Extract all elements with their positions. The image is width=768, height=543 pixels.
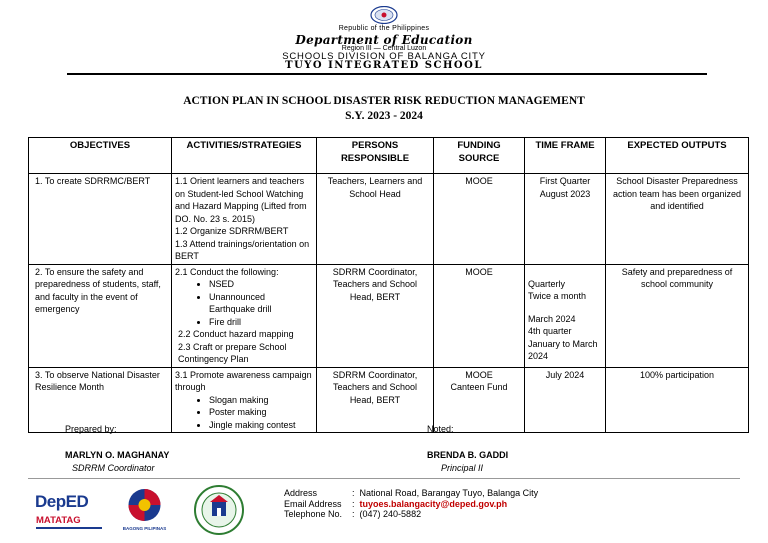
- header-outputs: EXPECTED OUTPUTS: [606, 138, 749, 174]
- table-row: [29, 264, 749, 367]
- address-label: Address: [284, 488, 318, 498]
- funding-item: MOOE: [465, 369, 493, 380]
- funding-cell: [434, 367, 525, 433]
- timeframe-cell: [525, 174, 606, 265]
- activity-item: 1.2 Organize SDRRM/BERT: [175, 226, 289, 236]
- objective-cell: 3. To observe National Disaster Resilience Month: [29, 367, 172, 433]
- noted-title: Principal II: [441, 463, 484, 473]
- funding-cell: MOOE: [434, 264, 525, 367]
- division-label: SCHOOLS DIVISION OF BALANGA CITY: [282, 51, 486, 62]
- activities-cell: [172, 264, 317, 367]
- matatag-logo-text: MATATAG: [36, 515, 81, 526]
- school-name: TUYO INTEGRATED SCHOOL: [285, 60, 483, 71]
- prepared-by-title: SDRRM Coordinator: [72, 463, 155, 473]
- persons-cell: Teachers, Learners and School Head: [317, 174, 434, 265]
- list-item: • Slogan making: [209, 394, 313, 407]
- action-plan-table: [28, 137, 749, 433]
- activities-cell: [172, 367, 317, 433]
- school-year: S.Y. 2023 - 2024: [345, 110, 423, 122]
- activity-item: 2.3 Craft or prepare School Contingency Plan: [178, 341, 287, 364]
- prepared-by-name: MARLYN O. MAGHANAY: [65, 450, 170, 460]
- timeframe-cell: [525, 264, 606, 367]
- objective-cell: 1. To create SDRRMC/BERT: [29, 174, 172, 265]
- persons-cell: SDRRM Coordinator, Teachers and School Head, BERT: [317, 367, 434, 433]
- activity-item: 3.1 Promote awareness campaign through: [175, 369, 312, 392]
- prepared-by-label: Prepared by:: [65, 424, 117, 434]
- timeframe-item: August 2023: [539, 188, 591, 199]
- region-label: Region III — Central Luzon: [341, 45, 427, 52]
- phone-label: Telephone No.: [284, 509, 343, 519]
- timeframe-item: First Quarter: [539, 176, 591, 186]
- timeframe-item: March 2024: [528, 313, 576, 324]
- header-activities: ACTIVITIES/STRATEGIES: [172, 138, 317, 174]
- header-objectives: OBJECTIVES: [29, 138, 172, 174]
- activity-item: 1.1 Orient learners and teachers on Student-led School Watching and Hazard Mapping (Lifted from DO. No. 23 s. 2015): [175, 176, 307, 224]
- noted-label: Noted:: [427, 424, 454, 434]
- email-link[interactable]: tuyoes.balangacity@deped.gov.ph: [359, 498, 508, 509]
- list-item: • NSED: [209, 278, 313, 291]
- deped-seal-icon: [369, 6, 399, 24]
- output-cell: School Disaster Preparedness action team has been organized and identified: [606, 174, 749, 265]
- timeframe-item: Twice a month: [528, 291, 587, 301]
- activity-item: 2.1 Conduct the following:: [175, 266, 279, 277]
- header-funding: FUNDING SOURCE: [434, 138, 525, 174]
- deped-matatag-logo: [35, 488, 105, 533]
- activity-bullet-list: [175, 394, 313, 432]
- activity-item: 2.2 Conduct hazard mapping: [178, 329, 294, 339]
- phone-value: (047) 240-5882: [359, 509, 422, 519]
- deped-logo-text: DepED: [35, 492, 89, 511]
- objective-cell: 2. To ensure the safety and preparedness of students, staff, and faculty in the event of emergency: [29, 264, 172, 367]
- header-persons: PERSONS RESPONSIBLE: [317, 138, 434, 174]
- output-cell: 100% participation: [606, 367, 749, 433]
- footer-divider: [28, 478, 740, 479]
- table-row: [29, 367, 749, 433]
- school-seal-icon: [184, 484, 254, 536]
- funding-cell: MOOE: [434, 174, 525, 265]
- table-row: [29, 174, 749, 265]
- timeframe-item: 4th quarter: [528, 326, 572, 336]
- address-value: National Road, Barangay Tuyo, Balanga City: [359, 488, 539, 498]
- table-header-row: [29, 138, 749, 174]
- timeframe-cell: July 2024: [525, 367, 606, 433]
- department-name: Department of Education: [295, 33, 473, 47]
- list-item: • Unannounced Earthquake drill: [209, 291, 313, 316]
- timeframe-item: Quarterly: [528, 278, 566, 289]
- output-cell: Safety and preparedness of school community: [606, 264, 749, 367]
- list-item: • Poster making: [209, 406, 313, 419]
- noted-name: BRENDA B. GADDI: [427, 450, 509, 460]
- header-divider: [67, 73, 707, 75]
- header-timeframe: TIME FRAME: [525, 138, 606, 174]
- funding-item: Canteen Fund: [450, 382, 508, 392]
- bagong-pilipinas-text: BAGONG PILIPINAS: [122, 526, 167, 531]
- footer-contact-info: Address : National Road, Barangay Tuyo, Balanga City Email Address : tuyoes.balangacity@deped.gov.ph Telephone No. : (047) 240-5882: [284, 488, 539, 519]
- document-title: ACTION PLAN IN SCHOOL DISASTER RISK REDUCTION MANAGEMENT: [183, 95, 585, 107]
- republic-label: Republic of the Philippines: [338, 25, 430, 32]
- bagong-pilipinas-logo-icon: [117, 486, 172, 532]
- email-label: Email Address: [284, 498, 342, 509]
- activities-cell: [172, 174, 317, 265]
- persons-cell: SDRRM Coordinator, Teachers and School Head, BERT: [317, 264, 434, 367]
- activity-bullet-list: [175, 278, 313, 328]
- timeframe-item: January to March 2024: [528, 338, 598, 361]
- activity-item: 1.3 Attend trainings/orientation on BERT: [175, 238, 310, 261]
- list-item: • Fire drill: [209, 316, 313, 329]
- list-item: • Jingle making contest: [209, 419, 313, 432]
